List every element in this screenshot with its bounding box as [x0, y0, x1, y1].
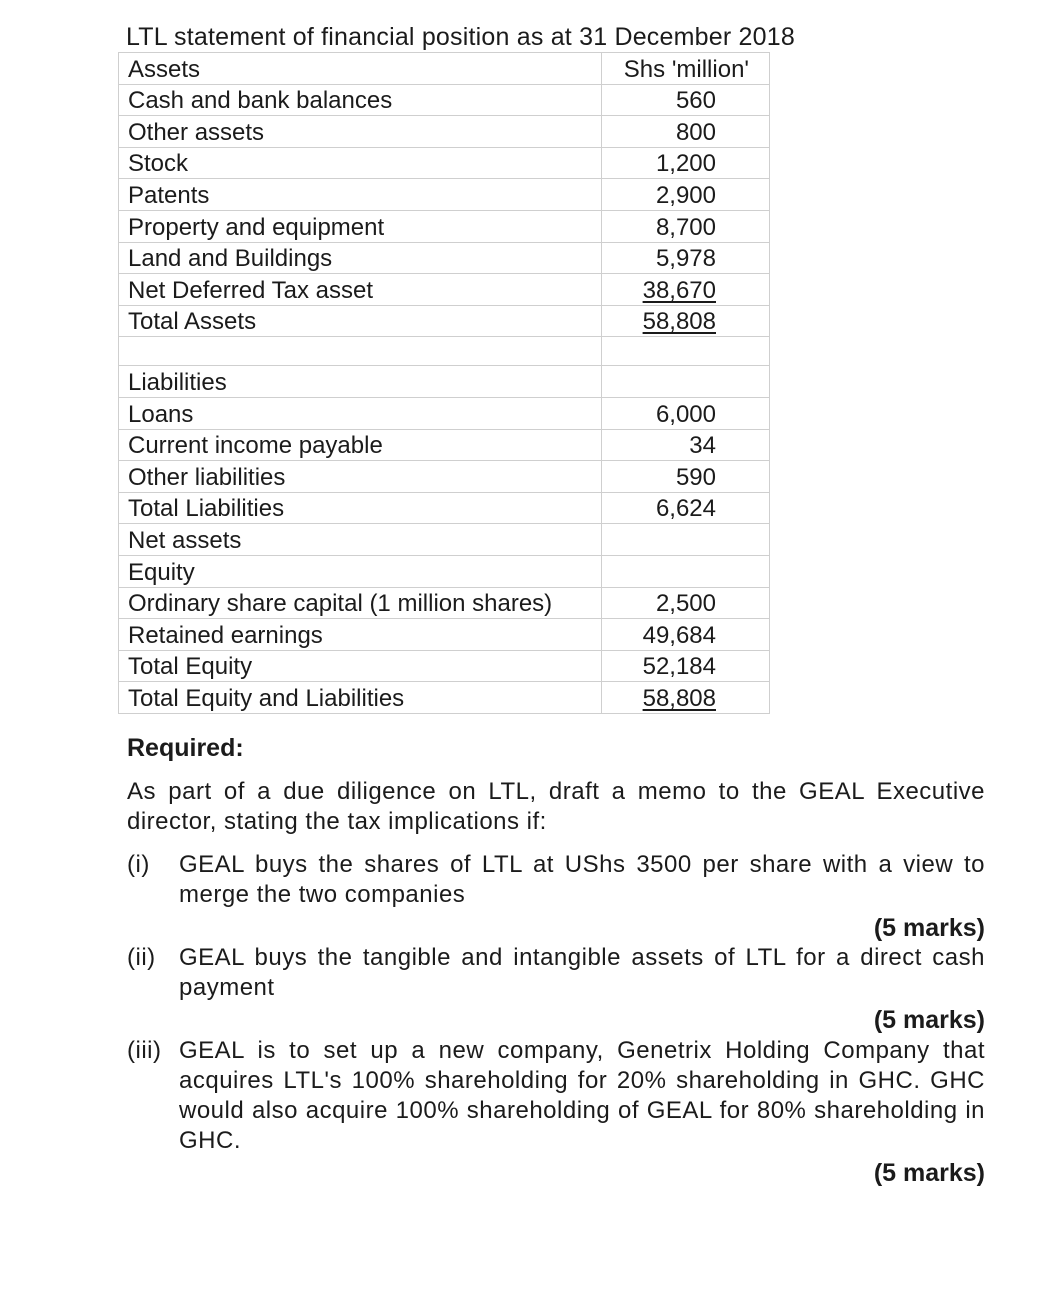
row-value: 34	[602, 429, 770, 461]
row-value: 1,200	[602, 147, 770, 179]
equity-heading: Equity	[119, 555, 602, 587]
item-number: (ii)	[127, 944, 156, 971]
row-label: Property and equipment	[119, 210, 602, 242]
row-label: Total Liabilities	[119, 492, 602, 524]
row-label: Current income payable	[119, 429, 602, 461]
table-row	[119, 116, 770, 148]
unit-heading: Shs 'million'	[602, 53, 770, 85]
row-label: Loans	[119, 397, 602, 429]
item-number: (iii)	[127, 1037, 162, 1064]
row-label: Other liabilities	[119, 461, 602, 493]
item-text: GEAL buys the tangible and intangible assets of LTL for a direct cash payment	[179, 944, 985, 1001]
item-text: GEAL buys the shares of LTL at UShs 3500 per share with a view to merge the two companies	[179, 851, 985, 908]
table-row	[119, 84, 770, 116]
table-row	[119, 179, 770, 211]
row-value: 58,808	[642, 684, 716, 712]
item-text: GEAL is to set up a new company, Genetrix Holding Company that acquires LTL's 100% shareholding for 20% shareholding in GHC. GHC would also acquire 100% shareholding of GEAL for 80% shareholding in GHC.	[179, 1037, 985, 1154]
table-row	[119, 587, 770, 619]
item-marks: (5 marks)	[873, 1159, 985, 1187]
row-value: 560	[602, 84, 770, 116]
row-label: Land and Buildings	[119, 242, 602, 274]
table-row	[119, 242, 770, 274]
question-item	[127, 943, 985, 1003]
item-marks: (5 marks)	[873, 1006, 985, 1034]
table-row	[119, 305, 770, 337]
table-row	[119, 210, 770, 242]
row-label: Total Equity and Liabilities	[119, 682, 602, 714]
table-spacer-row	[119, 337, 770, 366]
row-value: 38,670	[642, 276, 716, 304]
question-item	[127, 850, 985, 910]
table-row	[119, 682, 770, 714]
item-number: (i)	[127, 851, 150, 878]
table-row	[119, 524, 770, 556]
row-value: 8,700	[602, 210, 770, 242]
row-label: Cash and bank balances	[119, 84, 602, 116]
row-label: Net Deferred Tax asset	[119, 274, 602, 306]
statement-title: LTL statement of financial position as at 31 December 2018	[126, 23, 795, 51]
row-label: Retained earnings	[119, 619, 602, 651]
row-label: Ordinary share capital (1 million shares)	[119, 587, 602, 619]
table-row	[119, 274, 770, 306]
row-value: 2,500	[602, 587, 770, 619]
row-label: Total Assets	[119, 305, 602, 337]
row-value: 2,900	[602, 179, 770, 211]
table-row	[119, 429, 770, 461]
row-value: 800	[602, 116, 770, 148]
row-value: 590	[602, 461, 770, 493]
table-row	[119, 461, 770, 493]
row-value: 5,978	[602, 242, 770, 274]
table-row	[119, 492, 770, 524]
row-label: Total Equity	[119, 650, 602, 682]
table-row	[119, 147, 770, 179]
row-value: 49,684	[602, 619, 770, 651]
table-row	[119, 619, 770, 651]
table-header-row	[119, 53, 770, 85]
row-label: Patents	[119, 179, 602, 211]
table-row	[119, 397, 770, 429]
row-value: 58,808	[642, 308, 716, 336]
row-value: 6,624	[602, 492, 770, 524]
required-heading: Required:	[127, 734, 244, 762]
row-label: Stock	[119, 147, 602, 179]
table-row	[119, 366, 770, 398]
net-assets-label: Net assets	[119, 524, 602, 556]
assets-heading: Assets	[119, 53, 602, 85]
item-marks: (5 marks)	[873, 914, 985, 942]
row-value: 6,000	[602, 397, 770, 429]
table-row	[119, 650, 770, 682]
liabilities-heading: Liabilities	[119, 366, 602, 398]
row-label: Other assets	[119, 116, 602, 148]
row-value: 52,184	[602, 650, 770, 682]
question-item	[127, 1036, 985, 1156]
table-row	[119, 555, 770, 587]
financial-position-table	[118, 52, 770, 714]
required-intro: As part of a due diligence on LTL, draft a memo to the GEAL Executive director, stating the tax implications if:	[127, 778, 985, 835]
